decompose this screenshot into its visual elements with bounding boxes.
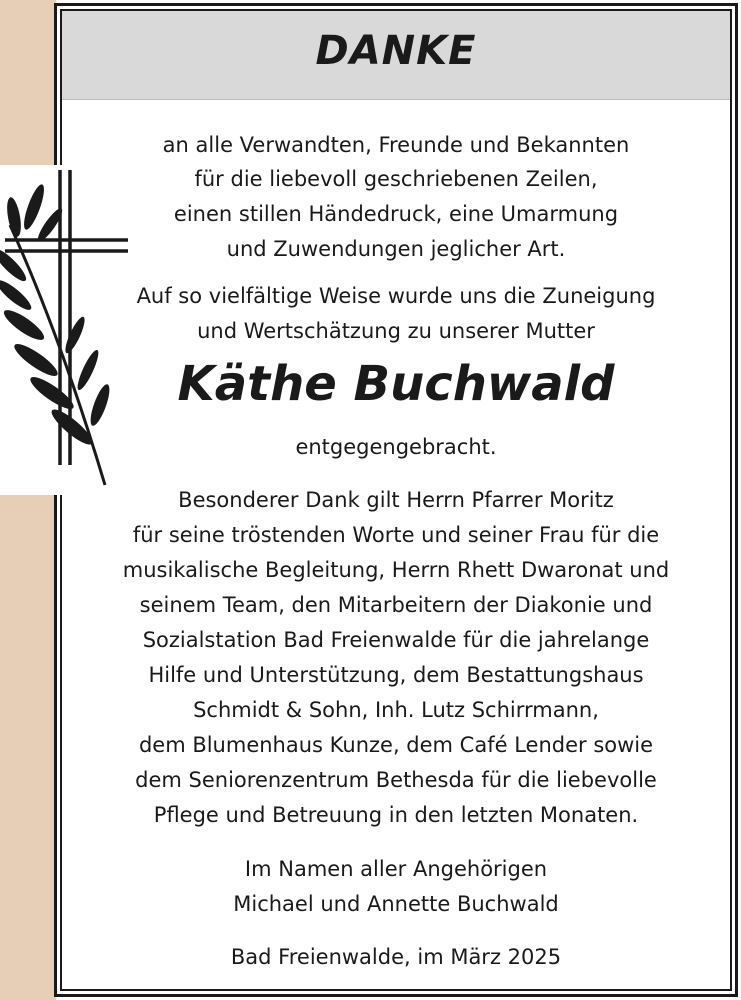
- thanks-line: seinem Team, den Mitarbeitern der Diakonie und: [139, 593, 653, 617]
- thanks-line: musikalische Begleitung, Herrn Rhett Dwaronat und: [122, 558, 670, 582]
- place-date: Bad Freienwalde, im März 2025: [230, 945, 562, 969]
- deceased-name: Käthe Buchwald: [177, 356, 615, 412]
- decorative-side-strip: [0, 0, 56, 1000]
- page-title: DANKE: [315, 28, 477, 74]
- intro-line: an alle Verwandten, Freunde und Bekannten: [162, 133, 630, 157]
- thanks-line: dem Blumenhaus Kunze, dem Café Lender sowie: [138, 733, 654, 757]
- tribute-line: Auf so vielfältige Weise wurde uns die Zuneigung: [136, 284, 656, 308]
- intro-line: für die liebevoll geschriebenen Zeilen,: [194, 167, 598, 191]
- signature-line: Im Namen aller Angehörigen: [244, 857, 548, 881]
- thanks-line: für seine tröstenden Worte und seiner Frau für die: [132, 523, 660, 547]
- intro-line: und Zuwendungen jeglicher Art.: [226, 237, 566, 261]
- thanks-line: dem Seniorenzentrum Bethesda für die liebevolle: [135, 768, 657, 792]
- tribute-line: und Wertschätzung zu unserer Mutter: [197, 319, 595, 343]
- intro-line: einen stillen Händedruck, eine Umarmung: [173, 202, 619, 226]
- thanks-line: Besonderer Dank gilt Herrn Pfarrer Moritz: [178, 488, 614, 512]
- signature-line: Michael und Annette Buchwald: [233, 892, 559, 916]
- received-text: entgegengebracht.: [295, 435, 497, 459]
- thanks-line: Pflege und Betreuung in den letzten Monaten.: [153, 803, 639, 827]
- thanks-line: Hilfe und Unterstützung, dem Bestattungshaus: [148, 663, 644, 687]
- thanks-line: Sozialstation Bad Freienwalde für die jahrelange: [142, 628, 650, 652]
- thanks-line: Schmidt & Sohn, Inh. Lutz Schirrmann,: [193, 698, 599, 722]
